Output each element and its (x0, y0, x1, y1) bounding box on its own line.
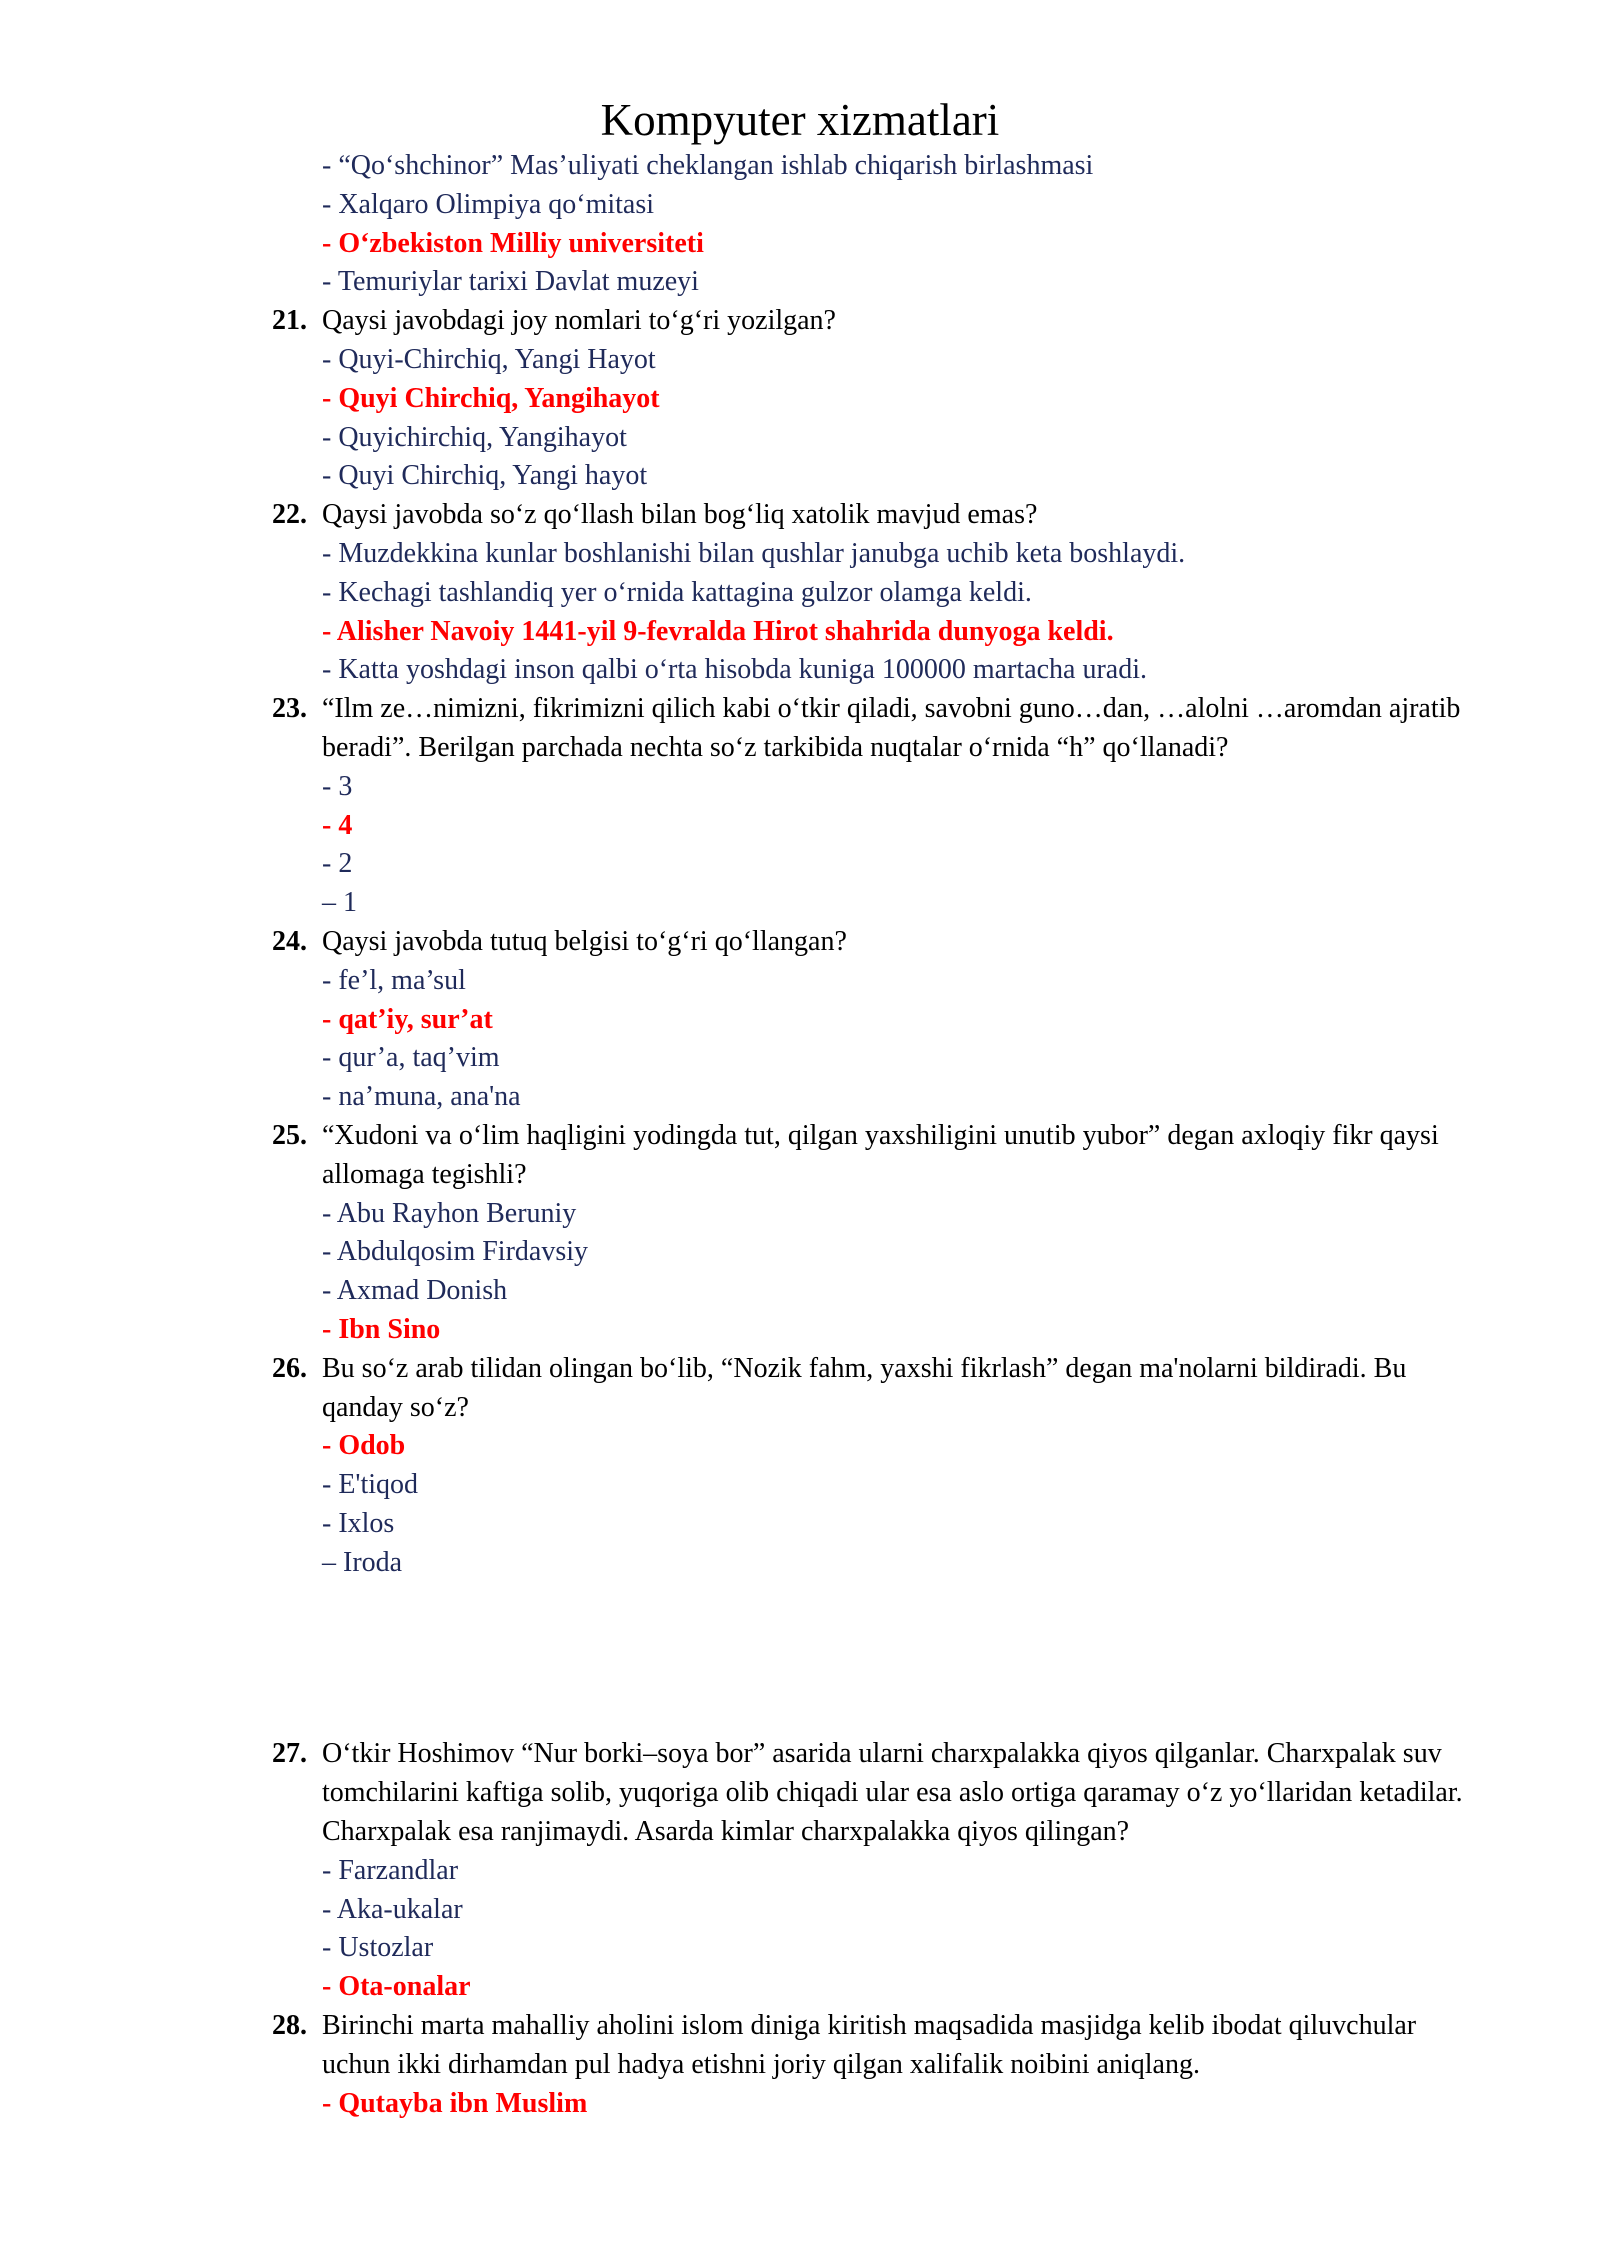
correct-answer-option: - O‘zbekiston Milliy universiteti (322, 227, 704, 259)
answer-option: - Muzdekkina kunlar boshlanishi bilan qushlar janubga uchib keta boshlaydi. (322, 537, 1186, 569)
page-gap (272, 1582, 1472, 1735)
question-text: Qaysi javobda tutuq belgisi to‘g‘ri qo‘llangan? (322, 925, 847, 957)
correct-answer-option: - Qutayba ibn Muslim (322, 2087, 588, 2119)
question (272, 923, 1472, 962)
answer-option: - Kechagi tashlandiq yer o‘rnida kattagina gulzor olamga keldi. (322, 576, 1032, 608)
answer-option: - qur’a, taq’vim (322, 1042, 500, 1074)
answer-option: – Iroda (322, 1546, 403, 1578)
question (272, 690, 1472, 768)
answer-option: - E'tiqod (322, 1469, 419, 1501)
correct-answer-option: - Alisher Navoiy 1441-yil 9-fevralda Hirot shahrida dunyoga keldi. (322, 615, 1114, 647)
page-title: Kompyuter xizmatlari (600, 95, 1000, 145)
question-number: 21. (272, 305, 307, 337)
question-text: “Ilm ze…nimizni, fikrimizni qilich kabi o‘tkir qiladi, savobni guno…dan, …alolni …aromdan ajratib beradi”. Berilgan parchada nechta so‘z tarkibida nuqtalar o‘rnida “h” qo‘llanadi? (322, 693, 1461, 763)
question-text: Birinchi marta mahalliy aholini islom diniga kiritish maqsadida masjidga kelib ibodat qiluvchular uchun ikki dirhamdan pul hadya etishni joriy qilgan xalifalik noibini aniqlang. (322, 2010, 1417, 2080)
answer-option: - Quyichirchiq, Yangihayot (322, 421, 627, 453)
answer-option: - 3 (322, 770, 353, 802)
answer-option: - Xalqaro Olimpiya qo‘mitasi (322, 188, 655, 220)
answer-option: - na’muna, ana'na (322, 1081, 521, 1113)
question-number: 25. (272, 1119, 307, 1151)
answer-option: - fe’l, ma’sul (322, 964, 466, 996)
question (272, 2007, 1472, 2085)
correct-answer-option: - qat’iy, sur’at (322, 1003, 493, 1035)
answer-option: - Farzandlar (322, 1854, 459, 1886)
question-text: Qaysi javobdagi joy nomlari to‘g‘ri yozilgan? (322, 305, 836, 337)
answer-option: - Axmad Donish (322, 1275, 508, 1307)
question (272, 1350, 1472, 1428)
answer-option: - Quyi-Chirchiq, Yangi Hayot (322, 343, 656, 375)
question-number: 26. (272, 1352, 307, 1384)
correct-answer-option: - 4 (322, 809, 353, 841)
question-text: Qaysi javobda so‘z qo‘llash bilan bog‘liq xatolik mavjud emas? (322, 499, 1038, 531)
question-number: 28. (272, 2010, 307, 2042)
quiz-content (272, 147, 1472, 2123)
answer-option: - Temuriylar tarixi Davlat muzeyi (322, 266, 699, 298)
correct-answer-option: - Odob (322, 1430, 406, 1462)
question-number: 22. (272, 499, 307, 531)
question (272, 1117, 1472, 1195)
answer-option: - “Qo‘shchinor” Mas’uliyati cheklangan ishlab chiqarish birlashmasi (322, 150, 1094, 181)
question-text: Bu so‘z arab tilidan olingan bo‘lib, “Nozik fahm, yaxshi fikrlash” degan ma'nolarni bildiradi. Bu qanday so‘z? (322, 1352, 1407, 1423)
answer-option: - Ustozlar (322, 1932, 434, 1964)
question-text: O‘tkir Hoshimov “Nur borki–soya bor” asarida ularni charxpalakka qiyos qilganlar. Charxpalak suv tomchilarini kaftiga solib, yuqoriga olib chiqadi ular esa aslo ortiga qaramay o‘z yo‘llaridan ketadilar. Charxpalak esa ranjimaydi. Asarda kimlar charxpalakka qiyos qilingan? (322, 1738, 1463, 1848)
correct-answer-option: - Ota-onalar (322, 1971, 471, 2003)
question (272, 1735, 1472, 1851)
answer-option: - Abdulqosim Firdavsiy (322, 1236, 589, 1268)
correct-answer-option: - Quyi Chirchiq, Yangihayot (322, 382, 660, 414)
answer-option: – 1 (322, 887, 357, 919)
answer-option: - Katta yoshdagi inson qalbi o‘rta hisobda kuniga 100000 martacha uradi. (322, 654, 1148, 686)
answer-option: - Ixlos (322, 1507, 395, 1539)
question-number: 27. (272, 1738, 307, 1770)
answer-option: - Aka-ukalar (322, 1893, 463, 1925)
answer-option: - Abu Rayhon Beruniy (322, 1197, 577, 1229)
question-text: “Xudoni va o‘lim haqligini yodingda tut, qilgan yaxshiligini unutib yubor” degan axloqiy fikr qaysi allomaga tegishli? (322, 1119, 1439, 1190)
question-number: 23. (272, 693, 307, 725)
question (272, 496, 1472, 535)
answer-option: - 2 (322, 848, 353, 880)
question (272, 302, 1472, 341)
correct-answer-option: - Ibn Sino (322, 1313, 441, 1345)
answer-option: - Quyi Chirchiq, Yangi hayot (322, 460, 648, 492)
question-number: 24. (272, 925, 307, 957)
